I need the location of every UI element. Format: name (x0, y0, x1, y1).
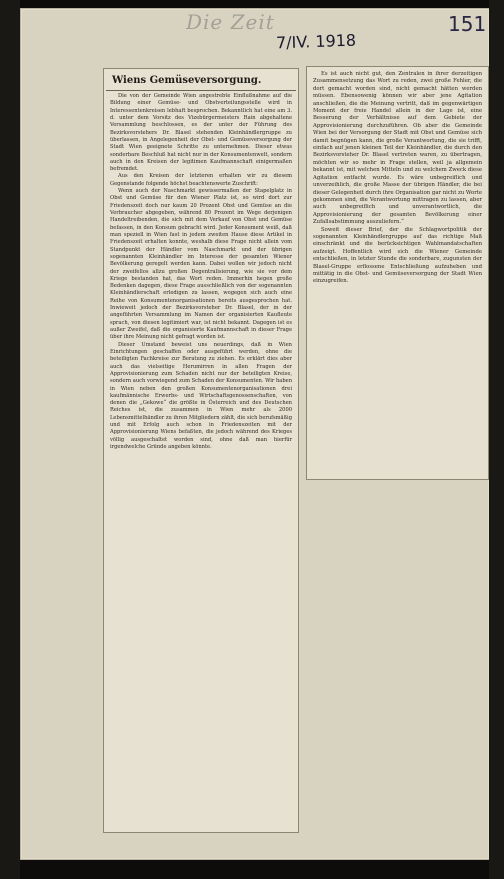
paragraph: Dieser Umstand beweist uns neuerdings, daß in Wien Einrichtungen geschaffen oder ausgeführt werden, ohne die beteiligten Fachkreise zur Beratung zu ziehen. Es erklärt dies aber auch das vielseitige Herumirren in allen Fragen der Approvisionierung zum Schaden nicht nur der beteiligten Kreise, sondern auch vorwiegend zum Schaden der Konsumenten. Wir haben in Wien neben den großen Konsumentenorganisationen drei kaufmännische Erwerbs- und Wirtschaftsgenossenschaften, von denen die „Gekowe“ die größte in Österreich und des Deutschen Reiches ist, die zusammen in Wien mehr als 2000 Lebensmittelhändler zu ihren Mitgliedern zählt, die sich berufsmäßig und mit Erfolg auch schon in Friedenszeiten mit der Approvisionierung Wiens befaßten, die jedoch während des Krieges völlig ausgeschaltet worden sind, ohne daß man hierfür irgendwelche Gründe angeben könnte. (110, 341, 293, 450)
article-headline: Wiens Gemüseversorgung. (106, 69, 296, 91)
scan-border-left (0, 0, 20, 879)
newspaper-clipping-right-column (306, 66, 489, 480)
scan-border-right (489, 0, 504, 879)
newspaper-masthead-stamp: Die Zeit (186, 10, 275, 34)
paragraph: Wenn auch der Naschmarkt gewissermaßen der Stapelplatz in Obst und Gemüse für den Wiener Platz ist, so wird dort zur Friedenszeit doch nur kaum 20 Prozent Obst und Gemüse an die Verbraucher abgegeben, während 80 Prozent im Wege derjenigen Handeltreibenden, die sich mit dem Verkauf von Obst und Gemüse befassen, in den Konsum gebracht wird. Jeder Konsument weiß, daß man speziell in Wien fast in jedem zweiten Hause diese Artikel in Friedenszeit erhalten konnte, weshalb diese Frage nicht allein vom Standpunkt der Händler vom Naschmarkt und der übrigen sogenannten Kleinhändler im Interesse der gesamten Wiener Bevölkerung geregelt werden kann. Dabei wollen wir jedoch nicht der zweifellos allzu großen Degentralisierung, wie sie vor dem Kriege bestanden hat, das Wort reden. Immerhin hegen große Bedenken dagegen, diese Frage ausschließlich von der sogenannten Kleinhändlerschaft erledigen zu lassen, wogegen sich auch eine Reihe von Konsumentenorganisationen bereits ausgesprochen hat. Inwieweit jedoch der Bezirksvorsteher Dr. Blasel, der in der angeführten Versammlung im Namen der organisierten Kaufleute sprach, von diesen legitimiert war, ist nicht bekannt. Dagegen ist es außer Zweifel, daß die organisierte Kaufmannschaft in dieser Frage über ihre Meinung nicht gefragt worden ist. (110, 188, 292, 341)
paragraph: Aus den Kreisen der letzteren erhalten wir zu diesem Gegenstande folgende höchst beachtenswerte Zuschrift: (110, 173, 292, 187)
handwritten-page-number: 151 (448, 12, 487, 36)
article-body-left (104, 93, 298, 451)
paragraph: Es ist auch nicht gut, den Zentralen in ihrer derzeitigen Zusammensetzung das Wort zu reden, zwei große Fehler, die dort gemacht worden sind, nicht gemacht hätten werden müssen. Ebensowenig können wir aber jene Agitation anschließen, die die Meinung vertritt, daß im gegenwärtigen Moment der freie Handel allein in der Lage ist, eine Besserung der Verhältnisse auf dem Gebiete der Approvisionierung durchzuführen. Ob aber die Gemeinde Wien bei der Versorgung der Stadt mit Obst und Gemüse sich damit begnügen kann, die große Verantwortung, die sie trifft, einfach auf jenen kleinen Teil der Kleinhändler, die durch den Bezirksvorsteher Dr. Blasel vertreten waren, zu übertragen, möchten wir so mehr in Frage stellen, weil ja allgemein bekannt ist, mit welchen Mitteln und zu welchem Zweck diese Agitation entfacht wurde. Es wäre unbegreiflich und unverzeihlich, die große Masse der übrigen Händler, die bei dieser Gelegenheit durch ihre Organisation gar nicht zu Worte gekommen sind, die Verantwortung mittragen zu lassen, aber auch unbegreiflich und unverantwortlich, die Approvisionierung der gesamten Bevölkerung einer Zufallsabstimmung auszuliefern.“ (313, 71, 482, 226)
newspaper-clipping-left-column (103, 68, 299, 833)
paragraph: Soweit dieser Brief, der die Schlagwortpolitik der sogenannten Kleinhändlergruppe auf das richtige Maß einschränkt und die berücksichtigen Wahlmandatschaften aufzeigt. Hoffentlich wird sich die Wiener Gemeinde entschließen, in letzter Stunde die sonderbare, zugunsten der Blasel-Gruppe erflossene Entschließung aufzuheben und mittätig in die Obst- und Gemüseversorgung der Stadt Wien einzugreifen. (313, 226, 482, 285)
handwritten-date: 7/IV. 1918 (275, 30, 357, 53)
paragraph: Die von der Gemeinde Wien angestrebte Einflußnahme auf die Bildung einer Gemüse- und Obstverteilungsstelle wird in Interessentenkreisen lebhaft besprochen. Bekanntlich hat eine am 3. d. unter dem Vorsitz des Vizebürgermeisters Rain abgehaltene Versammlung beschlossen, es der unter der Führung des Bezirksvorstehers Dr. Blasel stehenden Kleinhändlergruppe zu überlassen, in Angelegenheit der Obst- und Gemüseversorgung der Stadt Wien geeignete Schritte zu unternehmen. Dieser etwas sonderbare Beschluß hat nicht nur in der Konsumentenwelt, sondern auch in den Kreisen der legitimen Kaufmannschaft einigermaßen befremdet. (110, 93, 292, 173)
article-body-right (307, 67, 488, 286)
